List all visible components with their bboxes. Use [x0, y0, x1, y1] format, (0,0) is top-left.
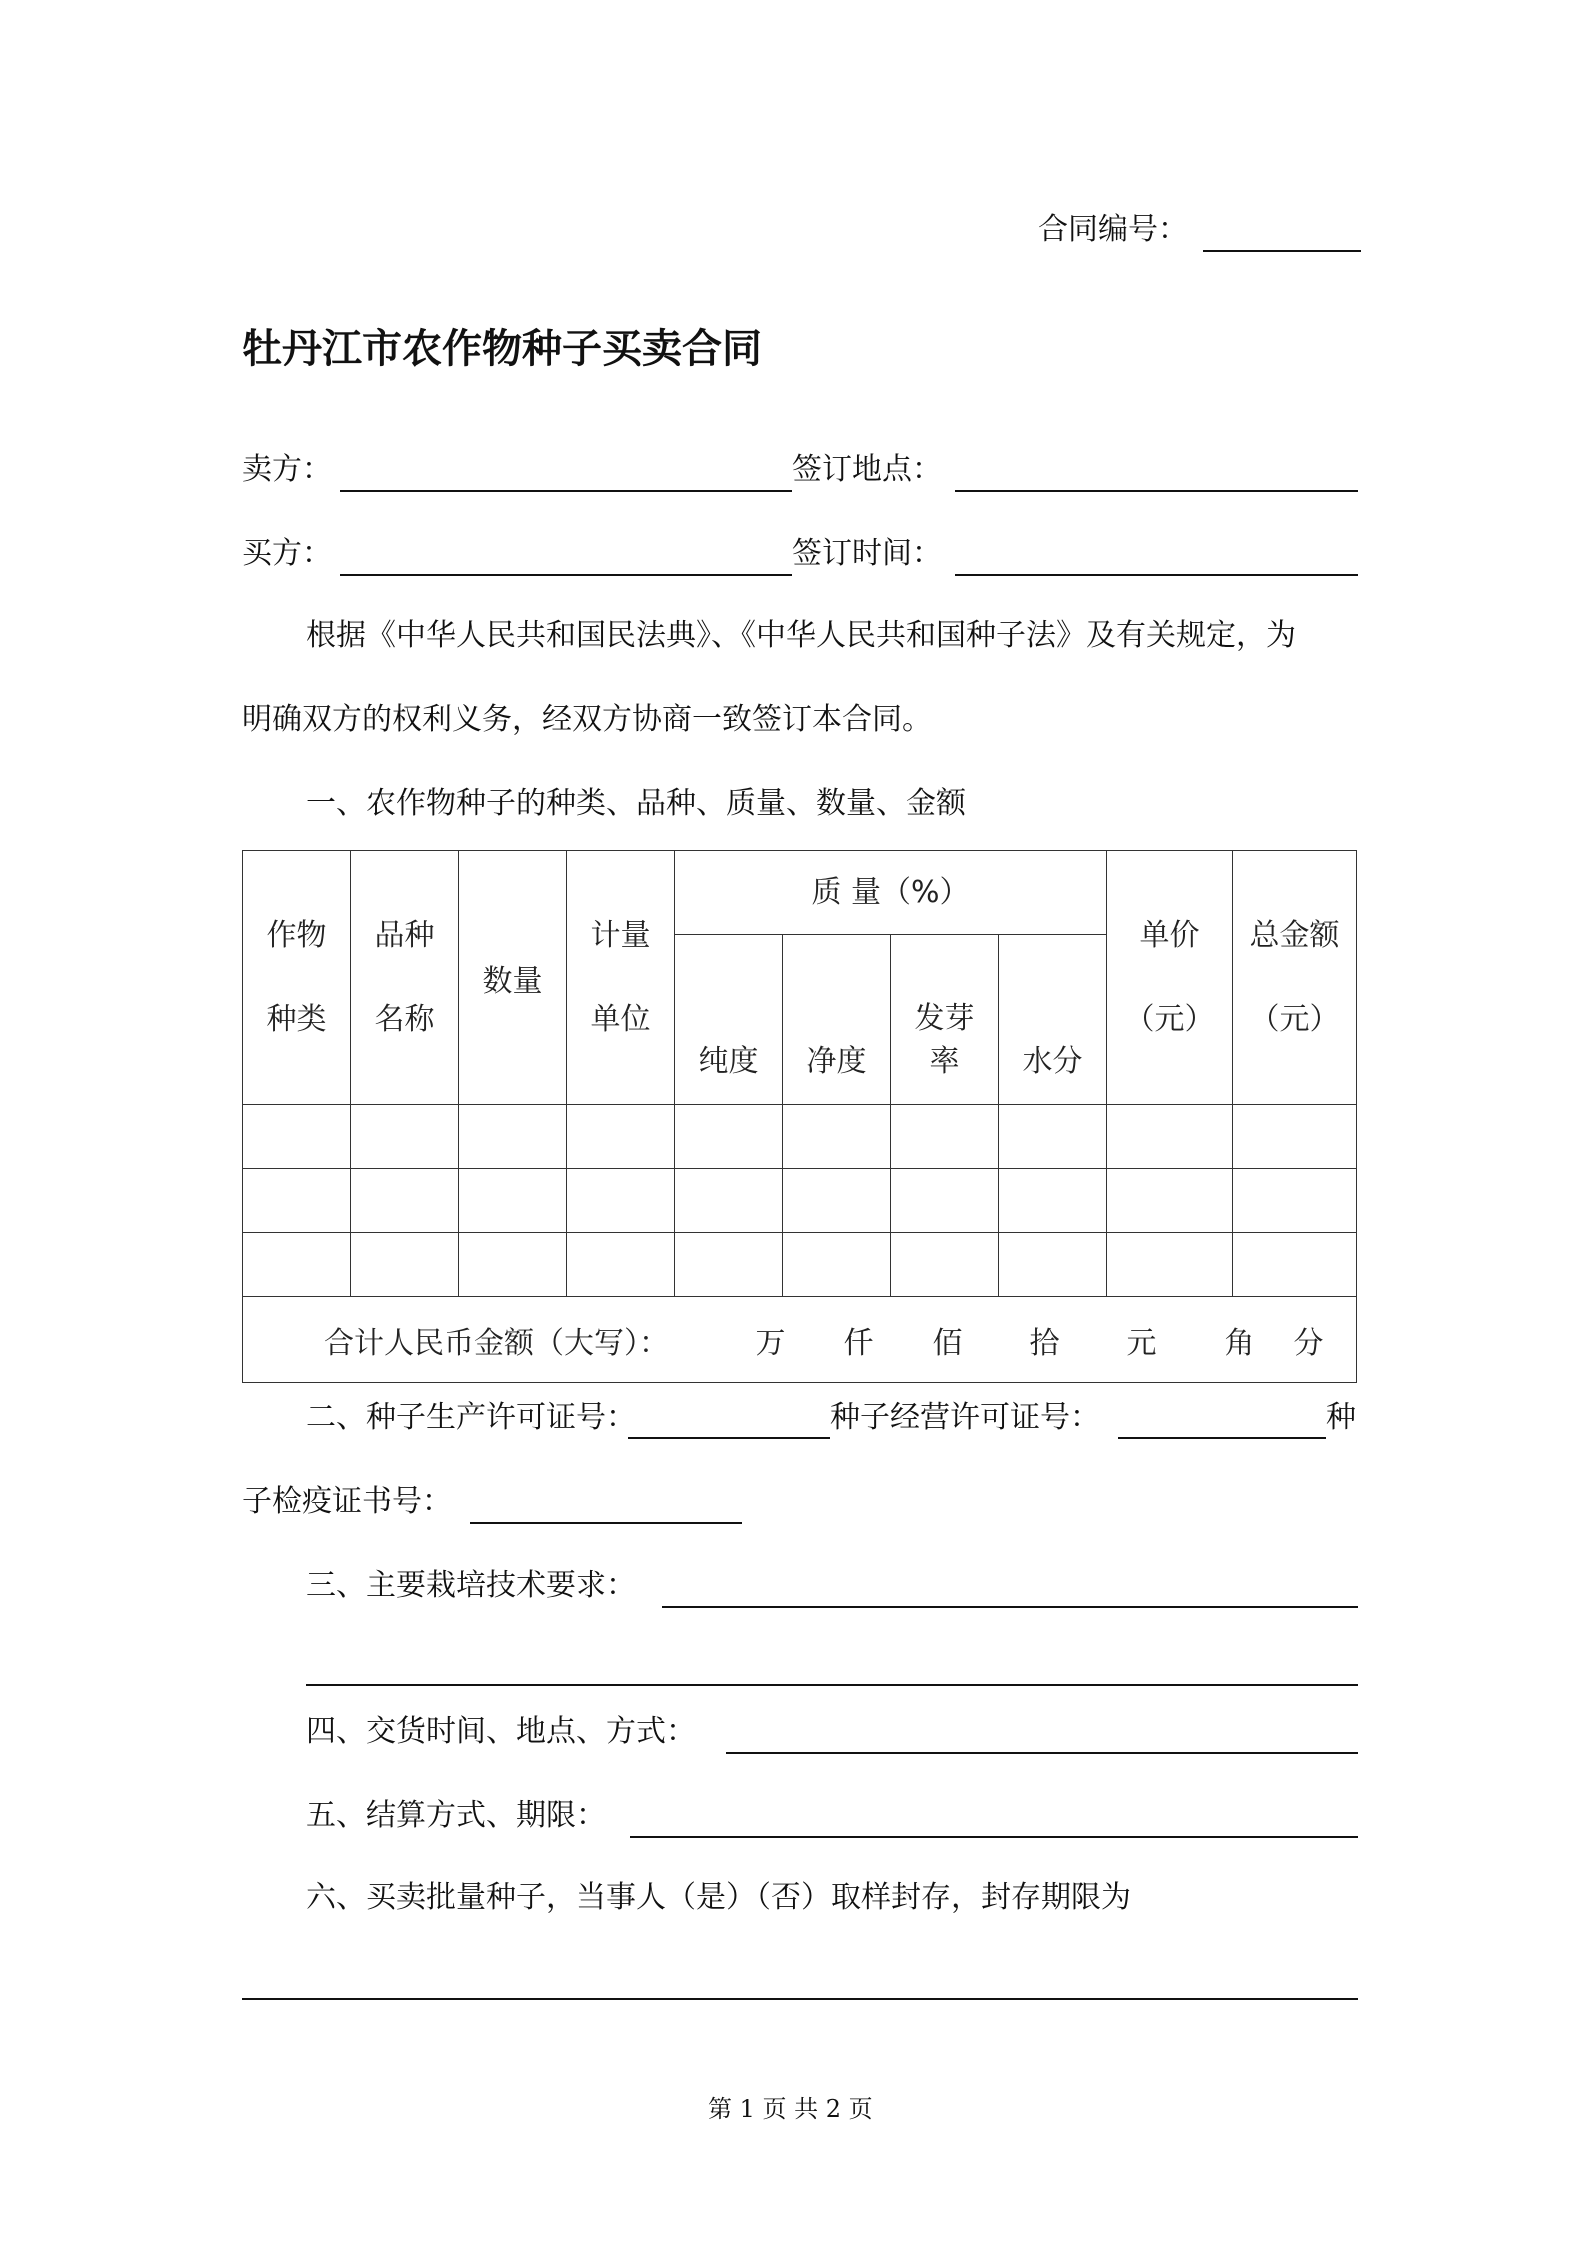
quarantine-cert-label: 子检疫证书号： [242, 1484, 452, 1519]
sign-place-field[interactable] [955, 490, 1358, 492]
page-number: 第 1 页 共 2 页 [708, 2095, 873, 2123]
buyer-label: 买方： [242, 536, 332, 571]
col-germination-line2: 率 [929, 1044, 960, 1079]
section3-label: 三、主要栽培技术要求： [306, 1568, 636, 1603]
col-crop-line2: 种类 [266, 1001, 327, 1037]
col-unit-header [567, 851, 675, 1105]
quarantine-cert-field[interactable] [470, 1522, 742, 1524]
intro-line-1: 根据《中华人民共和国民法典》、《中华人民共和国种子法》及有关规定，为 [306, 618, 1296, 653]
sign-place-label: 签订地点： [792, 452, 942, 487]
contract-title: 牡丹江市农作物种子买卖合同 [242, 326, 762, 372]
col-moisture-header [999, 935, 1107, 1105]
buyer-field[interactable] [340, 574, 792, 576]
seller-field[interactable] [340, 490, 792, 492]
cultivation-field-line2[interactable] [306, 1684, 1358, 1686]
col-total-line2: （元） [1249, 1001, 1340, 1037]
col-cleanliness-text: 净度 [806, 1044, 867, 1079]
section5-label: 五、结算方式、期限： [306, 1798, 606, 1833]
section2-production-license-label: 二、种子生产许可证号： [306, 1400, 636, 1435]
sign-time-field[interactable] [955, 574, 1358, 576]
col-moisture-text: 水分 [1022, 1044, 1083, 1079]
contract-no-field[interactable] [1203, 250, 1361, 252]
settlement-field[interactable] [630, 1836, 1358, 1838]
unit-shi: 拾 [1029, 1325, 1060, 1361]
table-row [243, 1233, 1357, 1297]
total-amount-cell[interactable] [243, 1297, 1357, 1383]
unit-bai: 佰 [932, 1325, 963, 1361]
quality-header: 质 量（%） [675, 851, 1107, 935]
col-qty-header: 数量 [459, 851, 567, 1105]
section2-wrap-char: 种 [1326, 1400, 1356, 1435]
col-unit-price-line2: （元） [1124, 1001, 1215, 1037]
col-unit-price-header [1107, 851, 1233, 1105]
contract-no-label: 合同编号： [1038, 212, 1188, 247]
col-unit-line2: 单位 [590, 1001, 651, 1037]
sealing-period-field[interactable] [242, 1998, 1358, 2000]
unit-yuan: 元 [1126, 1325, 1157, 1361]
sign-time-label: 签订时间： [792, 536, 942, 571]
col-crop-header [243, 851, 351, 1105]
col-variety-header [351, 851, 459, 1105]
col-variety-line1: 品种 [374, 917, 435, 953]
table-row [243, 1105, 1357, 1169]
section4-label: 四、交货时间、地点、方式： [306, 1714, 696, 1749]
section6-text: 六、买卖批量种子，当事人（是）（否）取样封存，封存期限为 [306, 1880, 1131, 1915]
col-total-line1: 总金额 [1249, 917, 1340, 953]
seed-table [242, 850, 1357, 1383]
col-unit-price-line1: 单价 [1139, 917, 1200, 953]
business-license-field[interactable] [1118, 1437, 1326, 1439]
section2-business-license-label: 种子经营许可证号： [830, 1400, 1100, 1435]
col-variety-line2: 名称 [374, 1001, 435, 1037]
col-unit-line1: 计量 [590, 917, 651, 953]
total-row [243, 1297, 1357, 1383]
unit-qian: 仟 [843, 1325, 874, 1361]
total-label: 合计人民币金额（大写）： [324, 1325, 670, 1361]
col-crop-line1: 作物 [266, 917, 327, 953]
cultivation-field-line1[interactable] [662, 1606, 1358, 1608]
unit-fen: 分 [1293, 1325, 1324, 1361]
unit-wan: 万 [755, 1325, 786, 1361]
unit-jiao: 角 [1224, 1325, 1255, 1361]
seller-label: 卖方： [242, 452, 332, 487]
col-purity-header [675, 935, 783, 1105]
table-row [243, 1169, 1357, 1233]
intro-line-2: 明确双方的权利义务，经双方协商一致签订本合同。 [242, 702, 932, 737]
col-germination-line1: 发芽 [914, 1001, 975, 1036]
col-germination-header [891, 935, 999, 1105]
col-purity-text: 纯度 [698, 1044, 759, 1079]
col-cleanliness-header [783, 935, 891, 1105]
delivery-field[interactable] [726, 1752, 1358, 1754]
col-total-header [1233, 851, 1357, 1105]
section1-heading: 一、农作物种子的种类、品种、质量、数量、金额 [306, 786, 966, 821]
production-license-field[interactable] [628, 1437, 830, 1439]
